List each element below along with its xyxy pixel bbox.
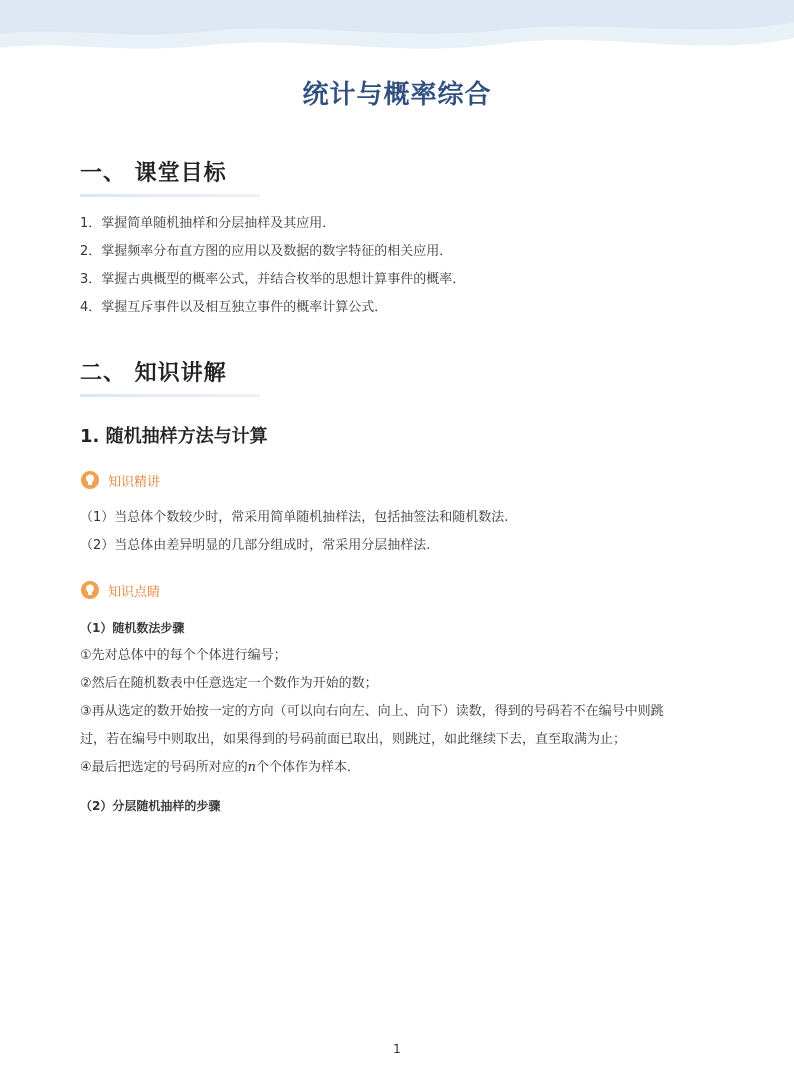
document-title: 统计与概率综合 (302, 80, 492, 110)
list-item: 4．掌握互斥事件以及相互独立事件的概率计算公式． (80, 300, 388, 315)
paragraph-line (80, 754, 720, 782)
variable-n: n (247, 760, 257, 775)
paragraph-line: （2）当总体由差异明显的几部分组成时，常采用分层抽样法. (80, 538, 431, 553)
header-wave-decoration (0, 0, 794, 60)
list-item: 1．掌握简单随机抽样和分层抽样及其应用． (80, 216, 336, 231)
points-heading-2: （2）分层随机抽样的步骤 (80, 799, 221, 813)
paragraph-line: ②然后在随机数表中任意选定一个数作为开始的数； (80, 676, 378, 691)
tip-points (80, 580, 160, 600)
paragraph-line: （1）当总体个数较少时，常采用简单随机抽样法，包括抽签法和随机数法. (80, 510, 509, 525)
step4-post: 个个体作为样本． (256, 760, 361, 775)
section-heading-goals: 一、 课堂目标 (80, 161, 227, 186)
paragraph-line: ③再从选定的数开始按一定的方向（可以向右向左、向上、向下）读数，得到的号码若不在编号中则跳 (80, 704, 664, 719)
paragraph-line: ①先对总体中的每个个体进行编号； (80, 648, 287, 663)
list-item: 2．掌握频率分布直方图的应用以及数据的数字特征的相关应用． (80, 244, 453, 259)
step4-pre: ④最后把选定的号码所对应的 (80, 760, 248, 775)
points-paragraph (80, 614, 720, 820)
subsection-title: 1. 随机抽样方法与计算 (80, 426, 268, 447)
tip-explain (80, 470, 160, 490)
page-number: 1 (393, 1042, 401, 1056)
lightbulb-icon (80, 580, 100, 600)
list-item: 3．掌握古典概型的概率公式，并结合枚举的思想计算事件的概率． (80, 272, 466, 287)
goals-list (80, 210, 465, 322)
points-heading-1: （1）随机数法步骤 (80, 621, 185, 635)
paragraph-line: 过，若在编号中则取出，如果得到的号码前面已取出，则跳过，如此继续下去，直至取满为止； (80, 732, 627, 747)
lightbulb-icon (80, 470, 100, 490)
tip-label: 知识点睛 (108, 584, 161, 600)
explain-paragraph (80, 504, 720, 560)
section-underline (80, 194, 260, 197)
section-underline (80, 394, 260, 397)
section-heading-knowledge: 二、 知识讲解 (80, 361, 227, 386)
tip-label: 知识精讲 (108, 474, 161, 490)
